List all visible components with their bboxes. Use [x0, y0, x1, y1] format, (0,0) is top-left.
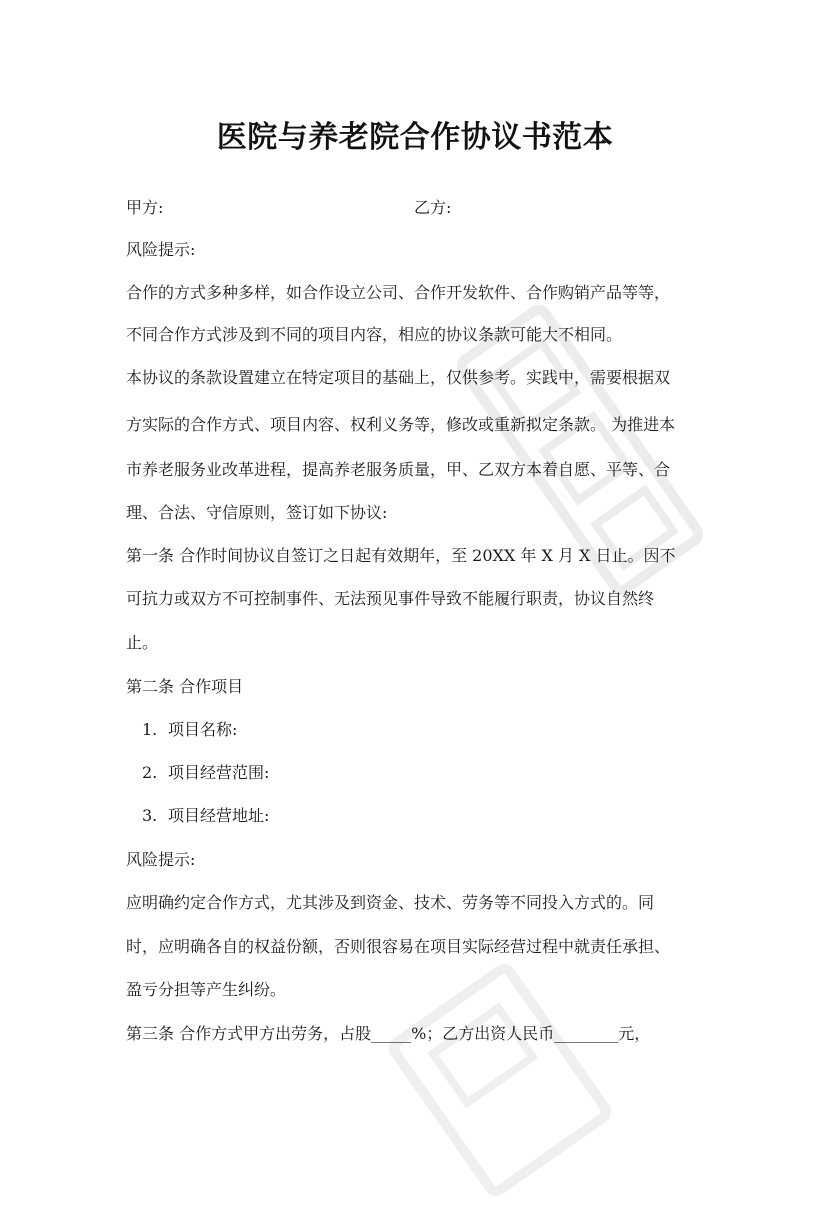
list-item-number: 3.: [142, 806, 158, 825]
risk-text-2-line-2: 时，应明确各自的权益份额，否则很容易在项目实际经营过程中就责任承担、: [126, 937, 671, 956]
list-item: [142, 720, 237, 740]
intro-line-2: 方实际的合作方式、项目内容、权利义务等，修改或重新拟定条款。 为推进本: [126, 415, 676, 434]
list-item-text: 项目名称:: [168, 720, 238, 739]
risk-text-2-line-1: 应明确约定合作方式，尤其涉及到资金、技术、劳务等不同投入方式的。同: [126, 893, 655, 912]
article-1-line-3: 止。: [126, 633, 159, 652]
risk-text-2-line-3: 盈亏分担等产生纠纷。: [126, 980, 287, 999]
risk-label-1: 风险提示:: [126, 240, 196, 259]
list-item-text: 项目经营地址:: [168, 806, 270, 825]
intro-line-1: 本协议的条款设置建立在特定项目的基础上，仅供参考。实践中，需要根据双: [126, 368, 671, 387]
article-1-line-1: 第一条 合作时间协议自签订之日起有效期年，至 20XX 年 X 月 X 日止。因不: [126, 546, 676, 565]
party-b-label: 乙方:: [414, 198, 452, 217]
article-3-line-1: 第三条 合作方式甲方出劳务，占股_____%；乙方出资人民币________元，: [126, 1024, 651, 1043]
intro-line-4: 理、合法、守信原则，签订如下协议:: [126, 503, 388, 522]
party-a-label: 甲方:: [126, 198, 164, 217]
intro-line-3: 市养老服务业改革进程，提高养老服务质量，甲、乙双方本着自愿、平等、合: [126, 460, 671, 479]
risk-text-1-line-2: 不同合作方式涉及到不同的项目内容，相应的协议条款可能大不相同。: [126, 325, 623, 344]
article-1-line-2: 可抗力或双方不可控制事件、无法预见事件导致不能履行职责，协议自然终: [126, 589, 655, 608]
list-item-number: 1.: [142, 720, 158, 739]
list-item-number: 2.: [142, 763, 158, 782]
watermark-icon: [377, 952, 623, 1208]
document-title: 医院与养老院合作协议书范本: [216, 120, 614, 155]
list-item-text: 项目经营范围:: [168, 763, 270, 782]
list-item: [142, 806, 269, 826]
risk-text-1-line-1: 合作的方式多种多样，如合作设立公司、合作开发软件、合作购销产品等等，: [126, 283, 671, 302]
article-2-heading: 第二条 合作项目: [126, 677, 244, 696]
list-item: [142, 763, 269, 783]
risk-label-2: 风险提示:: [126, 850, 196, 869]
